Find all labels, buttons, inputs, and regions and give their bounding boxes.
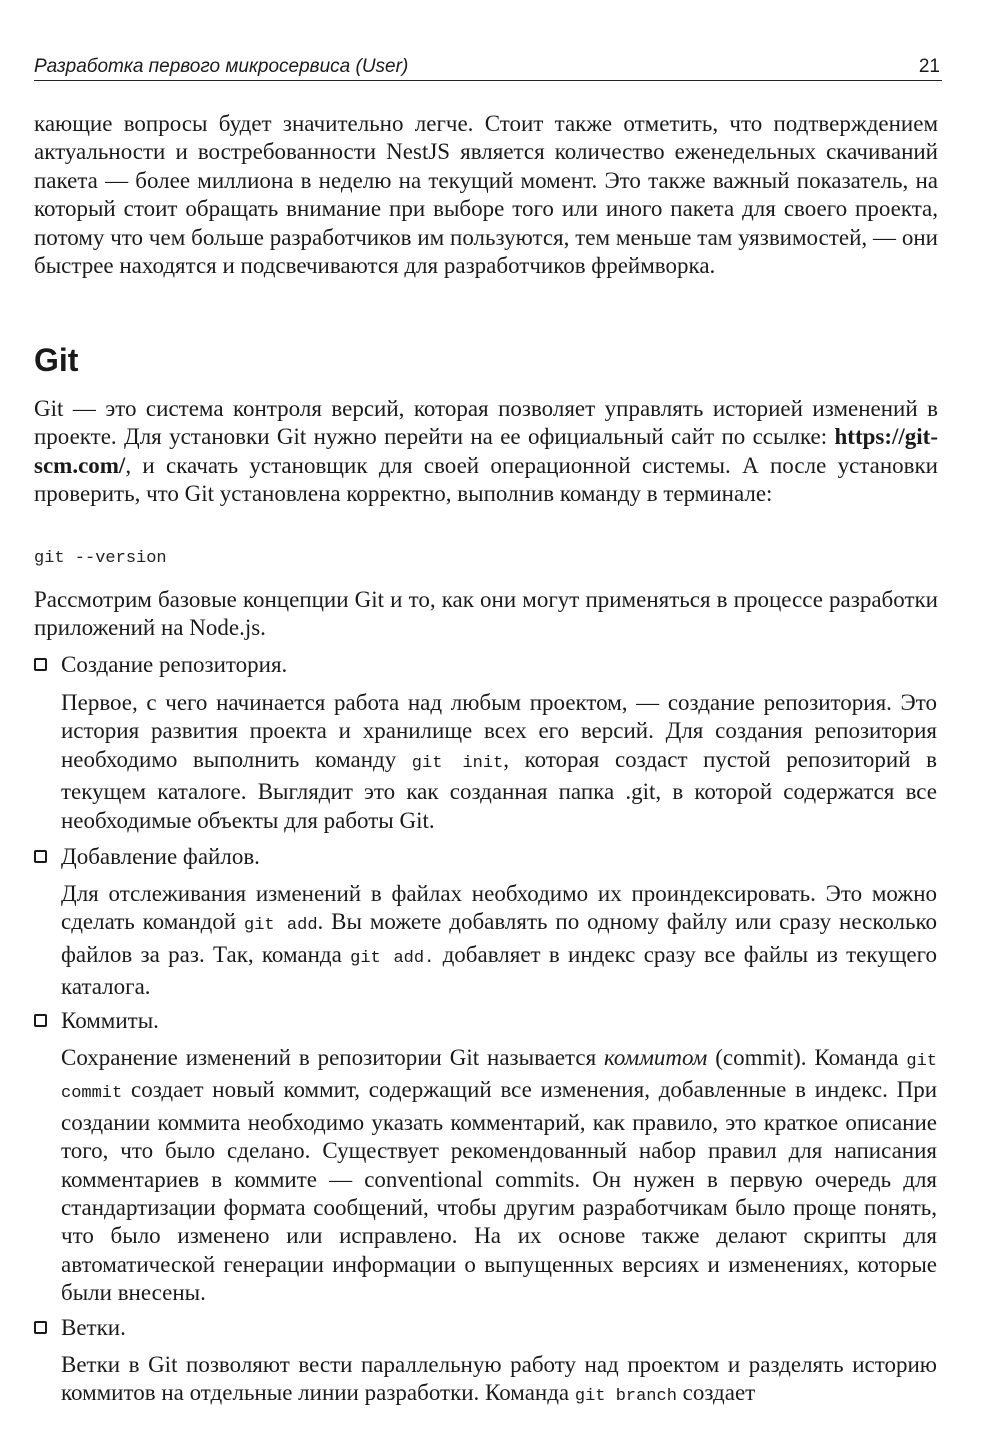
page-number: 21	[918, 56, 940, 77]
intro-paragraph: кающие вопросы будет значительно легче. Стоит также отметить, что подтверждением актуальности и востребованности NestJS является количество еженедельных скачиваний пакета — более миллиона в неделю на текущий момент. Это также важный показатель, на который стоит обращать внимание при выборе того или иного пакета для своего проекта, потому что чем больше разработчиков им пользуются, тем меньше там уязвимостей, — они быстрее находятся и подсвечиваются для разработчиков фреймворка.	[34, 111, 938, 279]
git-intro-text-end: , и скачать установщик для своей операционной системы. А после установки проверить, что Git установлена корректно, выполнив команду в терминале:	[34, 452, 938, 507]
list-item-body	[61, 1351, 937, 1412]
inline-code: git commit	[61, 1052, 937, 1104]
inline-code: git add	[244, 916, 318, 936]
section-heading: Git	[34, 342, 79, 378]
header-title: Разработка первого микросервиса (User)	[34, 56, 409, 77]
list-item-paragraph	[61, 689, 937, 835]
lead-paragraph: Рассмотрим базовые концепции Git и то, как они могут применяться в процессе разработки приложений на Node.js.	[34, 587, 938, 641]
list-item-body	[61, 1044, 937, 1308]
checkbox-bullet-icon	[34, 658, 47, 671]
item-text: создает новый коммит, содержащий все изменения, добавленные в индекс. При создании коммита необходимо указать комментарий, как правило, это краткое описание того, что было сделано. Существует рекомендованный набор правил для написания комментариев в коммите — conventional commits. Он нужен в первую очередь для стандартизации формата сообщений, чтобы другим разработчикам было проще понять, что было изменено или исправлено. На их основе также делают скрипты для автоматической генерации информации о выпущенных версиях и изменениях, которые были внесены.	[61, 1077, 937, 1306]
list-item-paragraph	[61, 1351, 937, 1412]
item-text: , которая создаст пустой репозиторий в текущем каталоге. Выглядит это как созданная папка .git, в которой содержатся все необходимые объекты для работы Git.	[61, 746, 937, 833]
intro-paragraph-block	[34, 110, 938, 280]
item-text: Ветки в Git позволяют вести параллельную работу над проектом и разделять историю коммитов на отдельные линии разработки. Команда	[61, 1352, 937, 1406]
list-item-label: Ветки.	[61, 1315, 126, 1340]
item-text: добавляет в индекс сразу все файлы из текущего каталога.	[61, 941, 937, 1000]
running-header	[34, 54, 942, 81]
item-text: Первое, с чего начинается работа над любым проектом, — создание репозитория. Это история развития проекта и хранилище всех его версий. Для создания репозитория необходимо выполнить команду	[61, 690, 937, 772]
inline-code: git add.	[350, 948, 435, 968]
list-item-paragraph	[61, 1044, 937, 1308]
item-text: Для отслеживания изменений в файлах необходимо их проиндексировать. Это можно сделать командой	[61, 881, 937, 935]
checkbox-bullet-icon	[34, 850, 47, 863]
list-item-label: Добавление файлов.	[61, 844, 260, 869]
list-item-body	[61, 689, 937, 835]
term-italic: коммитом	[604, 1045, 708, 1070]
git-download-link[interactable]: https://git-scm.com/	[34, 424, 938, 478]
git-intro-paragraph	[34, 395, 938, 509]
inline-code: git branch	[574, 1387, 677, 1407]
git-intro-block	[34, 395, 938, 509]
checkbox-bullet-icon	[34, 1014, 47, 1027]
item-text: . Вы можете добавлять по одному файлу или сразу несколько файлов за раз. Так, команда	[61, 909, 938, 967]
item-text: Сохранение изменений в репозитории Git называется	[61, 1045, 605, 1070]
list-item-paragraph	[61, 880, 937, 1002]
inline-code: git init	[411, 753, 504, 773]
list-item-label: Создание репозитория.	[61, 652, 288, 677]
item-text: создает	[676, 1380, 756, 1406]
lead-block	[34, 586, 938, 643]
code-block: git --version	[34, 549, 167, 568]
list-item-label: Коммиты.	[61, 1008, 159, 1033]
git-intro-text-start: Git — это система контроля версий, которая позволяет управлять историей изменений в проекте. Для установки Git нужно перейти на ее официальный сайт по ссылке:	[34, 396, 938, 450]
list-item-body	[61, 880, 937, 1002]
checkbox-bullet-icon	[34, 1321, 47, 1334]
item-text: (commit). Команда	[707, 1045, 907, 1070]
